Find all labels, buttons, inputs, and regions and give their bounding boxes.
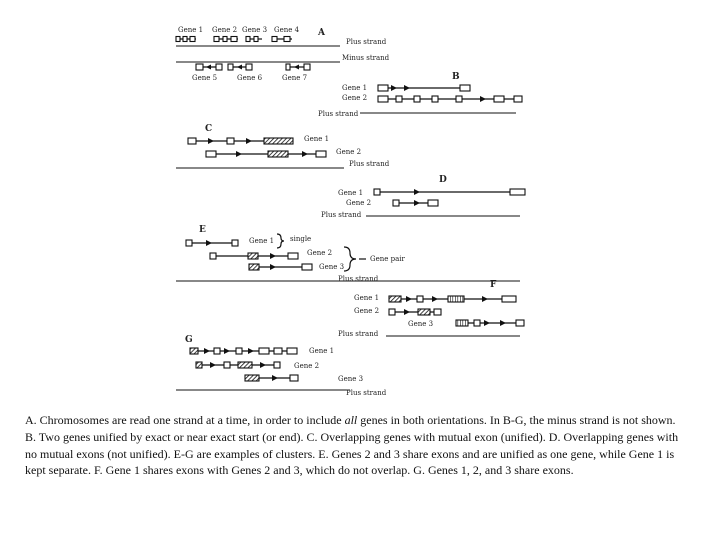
gene-label: Gene 4: [274, 26, 300, 34]
gene-label: Gene 1: [178, 26, 204, 34]
strand-label: Plus strand: [346, 38, 387, 46]
panel-letter-b: B: [452, 72, 460, 82]
panel-e: [176, 225, 520, 283]
panel-a: [176, 26, 390, 82]
strand-label: Plus strand: [318, 110, 359, 118]
strand-label: Plus strand: [338, 275, 379, 283]
strand-label: Plus strand: [338, 330, 379, 338]
single-brace: [277, 234, 284, 248]
gene-label: Gene 6: [237, 74, 263, 82]
strand-label: Plus strand: [349, 160, 390, 168]
figure-caption: [25, 412, 685, 479]
gene-label: Gene 3: [408, 320, 434, 328]
gene-label: Gene 2: [212, 26, 238, 34]
gene-label: Gene 1: [309, 347, 335, 355]
gene-label: Gene 1: [342, 84, 368, 92]
panel-b: [318, 72, 522, 118]
panel-letter-a: A: [318, 28, 325, 38]
gene-label: Gene 1: [249, 237, 275, 245]
gene-label: Gene 3: [242, 26, 268, 34]
strand-label: Plus strand: [321, 211, 362, 219]
gene-model: [378, 85, 522, 102]
gene-model: [196, 64, 310, 70]
gene-label: Gene 1: [338, 189, 364, 197]
panel-letter-g: G: [185, 335, 193, 345]
gene-label: Gene 7: [282, 74, 308, 82]
panel-letter-d: D: [439, 175, 447, 185]
gene-label: Gene 2: [346, 199, 372, 207]
panel-letter-c: C: [205, 124, 213, 134]
gene-label: Gene 2: [354, 307, 380, 315]
caption-part-2: genes in both orientations. In B-G, the minus strand is not shown. B. Two genes unified by exact or near exact start (or end). C. Overlapping genes with mutual exon (unified). D. Overlapping genes with no mutual exons (not unified). E-G are examples of clusters. E. Genes 2 and 3 share exons and are unified as one gene, while Gene 1 is kept separate. F. Gene 1 shares exons with Genes 2 and 3, which do not overlap. G. Genes 1, 2, and 3 share exons.: [25, 413, 679, 478]
panel-f: [338, 280, 524, 338]
strand-label: Plus strand: [346, 389, 387, 397]
panel-d: [321, 175, 525, 219]
gene-label: Gene 3: [319, 263, 345, 271]
gene-label: Gene 2: [336, 148, 362, 156]
gene-label: Gene 2: [294, 362, 320, 370]
gene-pair-label: Gene pair: [370, 255, 405, 263]
gene-label: Gene 2: [307, 249, 333, 257]
gene-label: Gene 1: [354, 294, 380, 302]
panel-letter-f: F: [490, 280, 497, 290]
gene-label: Gene 3: [338, 375, 364, 383]
gene-model: [190, 348, 298, 381]
gene-label: Gene 2: [342, 94, 368, 102]
strand-label: Minus strand: [342, 54, 390, 62]
panel-c: [176, 124, 390, 168]
caption-part-1: A. Chromosomes are read one strand at a time, in order to include: [25, 413, 345, 427]
single-label: single: [290, 235, 312, 243]
gene-label: Gene 1: [304, 135, 330, 143]
gene-pair-brace: [344, 247, 356, 271]
gene-model: [176, 37, 292, 42]
panel-g: [176, 335, 387, 397]
panel-letter-e: E: [199, 225, 206, 235]
caption-emphasis: all: [344, 413, 358, 427]
gene-model: [374, 189, 525, 206]
gene-label: Gene 5: [192, 74, 218, 82]
